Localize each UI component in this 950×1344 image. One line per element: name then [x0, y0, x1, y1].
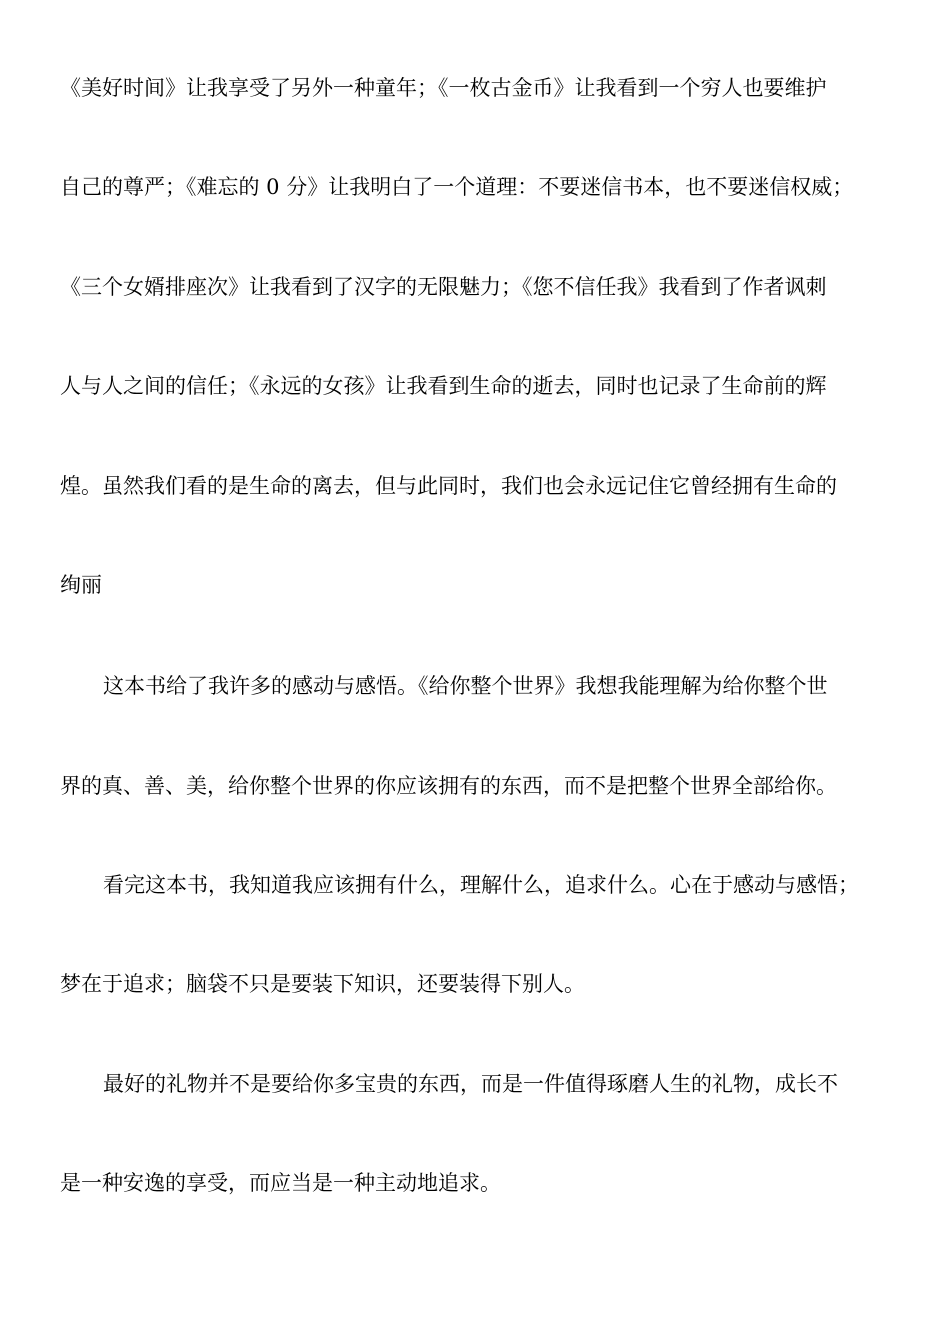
paragraph-line: 《美好时间》让我享受了另外一种童年；《一枚古金币》让我看到一个穷人也要维护 [60, 76, 827, 100]
paragraph-line: 人与人之间的信任；《永远的女孩》让我看到生命的逝去，同时也记录了生命前的辉 [60, 374, 827, 398]
paragraph-line: 绚丽 [60, 573, 102, 597]
paragraph-line: 自己的尊严；《难忘的 0 分》让我明白了一个道理：不要迷信书本，也不要迷信权威； [60, 175, 854, 199]
paragraph-first-line: 看完这本书，我知道我应该拥有什么，理解什么，追求什么。心在于感动与感悟； [103, 873, 859, 897]
paragraph-line: 梦在于追求；脑袋不只是要装下知识，还要装得下别人。 [60, 972, 585, 996]
paragraph-line: 是一种安逸的享受，而应当是一种主动地追求。 [60, 1171, 501, 1195]
paragraph-line: 煌。虽然我们看的是生命的离去，但与此同时，我们也会永远记住它曾经拥有生命的 [60, 474, 837, 498]
paragraph-first-line: 最好的礼物并不是要给你多宝贵的东西，而是一件值得琢磨人生的礼物，成长不 [103, 1072, 838, 1096]
paragraph-line: 界的真、善、美，给你整个世界的你应该拥有的东西，而不是把整个世界全部给你。 [60, 774, 837, 798]
paragraph-line: 《三个女婿排座次》让我看到了汉字的无限魅力；《您不信任我》我看到了作者讽刺 [60, 275, 827, 299]
paragraph-first-line: 这本书给了我许多的感动与感悟。《给你整个世界》我想我能理解为给你整个世 [103, 674, 828, 698]
